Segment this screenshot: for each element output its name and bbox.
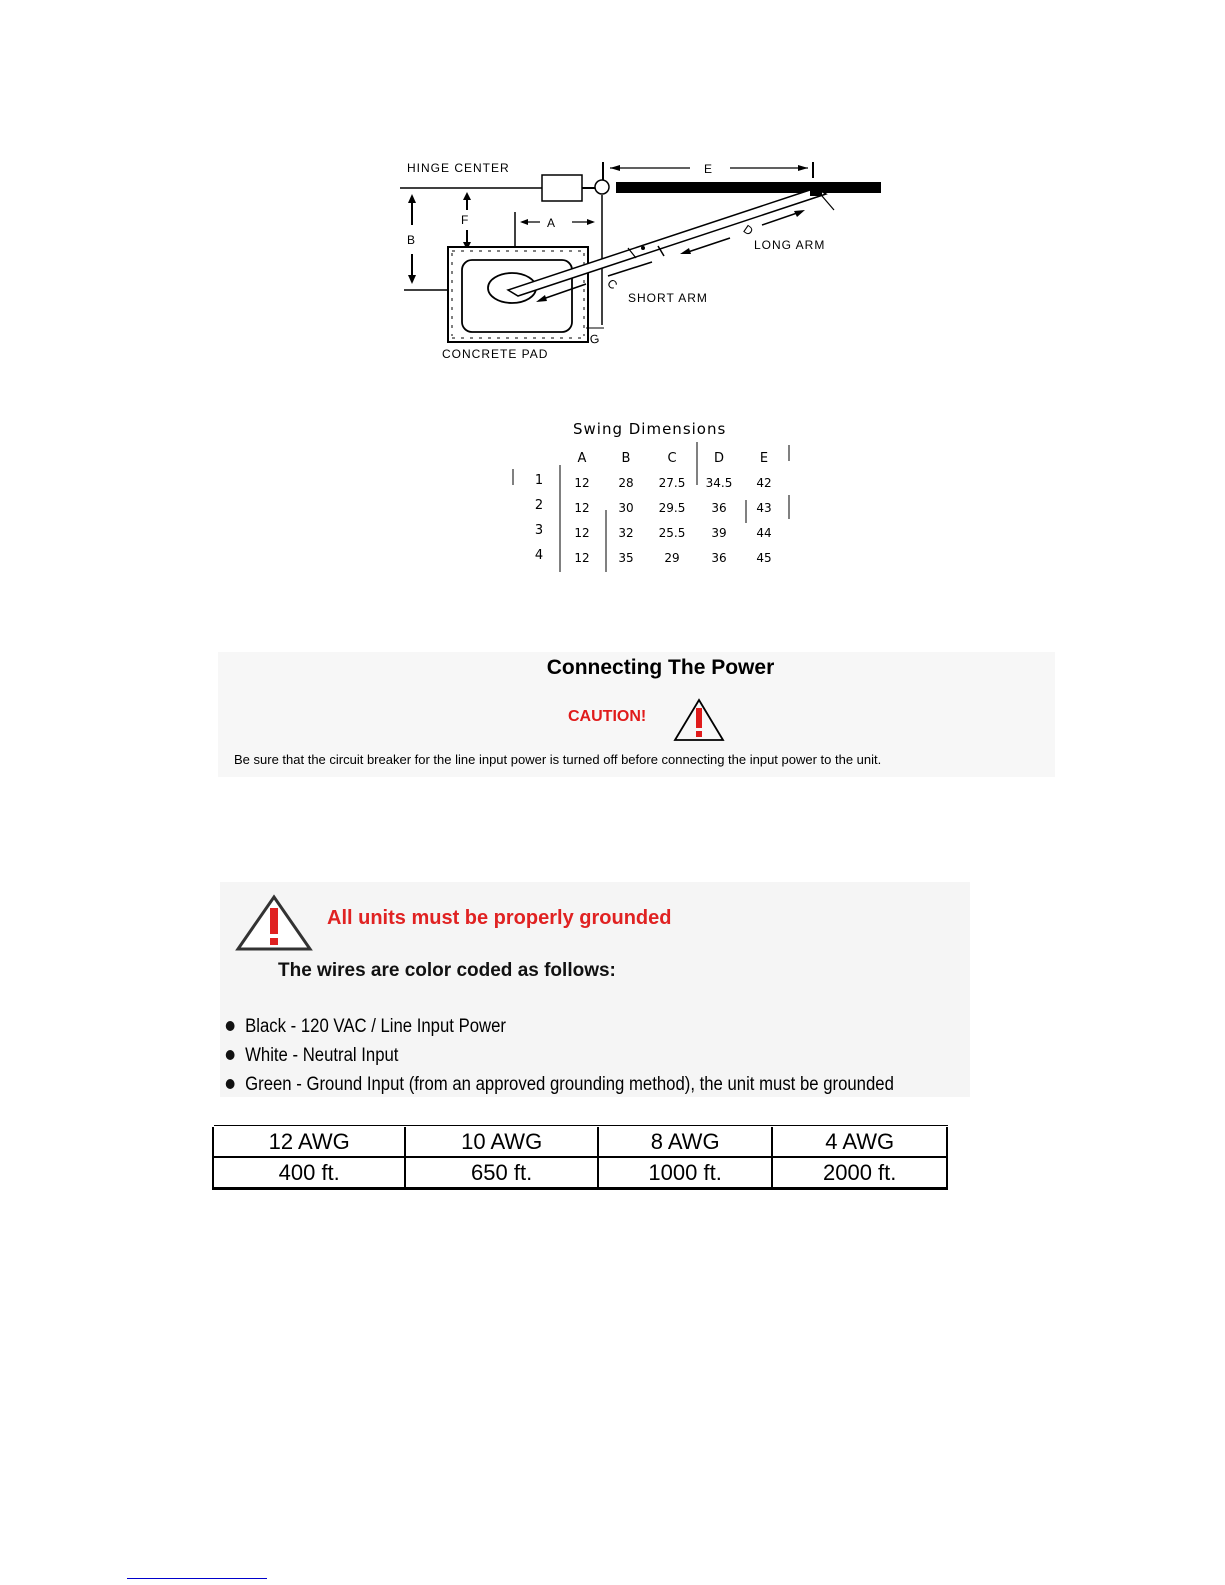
list-item [224,1070,894,1099]
connecting-power-section [218,652,1055,777]
concrete-pad-label: CONCRETE PAD [442,347,549,361]
swing-cell: 12 [574,551,590,565]
hinge-post [542,175,582,201]
table-row [213,1127,947,1157]
gauge-table-top-rule [214,1125,948,1126]
list-item [224,1041,894,1070]
dimension-e-label: E [704,162,714,176]
swing-column-header: D [713,451,725,466]
dimension-a-label: A [547,216,557,230]
swing-cell: 42 [756,476,772,490]
wire-black: Black - 120 VAC / Line Input Power [245,1016,506,1037]
footer-link-underline [127,1578,267,1579]
caution-label: CAUTION! [568,708,647,725]
swing-cell: 43 [756,501,772,515]
gauge-cell: 4 AWG [772,1127,947,1157]
swing-cell: 12 [574,526,590,540]
swing-dimensions-table [510,415,810,580]
swing-cell: 30 [618,501,634,515]
gate-bar [616,182,881,193]
dimension-f-label: F [461,213,470,227]
wire-gauge-table [212,1127,948,1190]
swing-cell: 35 [618,551,634,565]
bullet-icon [226,1021,235,1031]
swing-cell: 12 [574,501,590,515]
wire-color-heading: The wires are color coded as follows: [278,960,616,981]
distance-cell: 400 ft. [213,1157,405,1189]
list-item [224,1012,894,1041]
wire-color-list [224,1012,985,1099]
swing-column-header: B [621,451,631,466]
power-section-title: Connecting The Power [546,656,775,679]
swing-gate-diagram [390,150,900,375]
swing-row-label: 1 [534,473,544,488]
swing-cell: 27.5 [658,476,686,490]
swing-cell: 34.5 [705,476,733,490]
swing-row-label: 2 [534,498,544,513]
swing-cell: 29 [664,551,680,565]
swing-cell: 29.5 [658,501,686,515]
wire-green: Green - Ground Input (from an approved grounding method), the unit must be grounded [245,1074,894,1095]
swing-column-header: A [577,451,587,466]
caution-row [218,698,1103,742]
swing-cell: 44 [756,526,772,540]
dimension-b-label: B [407,233,417,247]
swing-row-label: 3 [534,523,544,538]
swing-cell: 39 [711,526,727,540]
distance-cell: 650 ft. [405,1157,597,1189]
swing-cell: 12 [574,476,590,490]
grounding-warning: All units must be properly grounded [327,907,672,929]
swing-row-label: 4 [534,548,544,563]
warning-triangle-icon [234,894,314,952]
hinge-center-label: HINGE CENTER [407,161,510,175]
swing-cell: 28 [618,476,634,490]
dimension-g-label: G [588,331,602,347]
arm-bracket [810,186,822,196]
swing-cell: 36 [711,551,727,565]
power-caution-note: Be sure that the circuit breaker for the line input power is turned off before connecting the input power to the unit. [234,752,882,767]
distance-cell: 1000 ft. [598,1157,773,1189]
swing-column-header: E [759,451,769,466]
gauge-cell: 8 AWG [598,1127,773,1157]
dimension-c-label: C [604,276,621,294]
wire-white: White - Neutral Input [245,1045,399,1066]
swing-cell: 25.5 [658,526,686,540]
dimension-d-label: D [740,221,757,239]
warning-triangle-icon [673,698,725,742]
swing-cell: 36 [711,501,727,515]
table-row [213,1157,947,1189]
swing-column-header: C [667,451,677,466]
long-arm-label: LONG ARM [754,238,826,252]
gauge-cell: 10 AWG [405,1127,597,1157]
gauge-cell: 12 AWG [213,1127,405,1157]
bullet-icon [226,1079,235,1089]
grounding-section [220,882,970,1097]
distance-cell: 2000 ft. [772,1157,947,1189]
swing-cell: 45 [756,551,772,565]
bullet-icon [226,1050,235,1060]
short-arm-label: SHORT ARM [628,291,708,305]
swing-table-title: Swing Dimensions [573,420,727,438]
hinge-pivot [595,180,609,194]
swing-cell: 32 [618,526,634,540]
